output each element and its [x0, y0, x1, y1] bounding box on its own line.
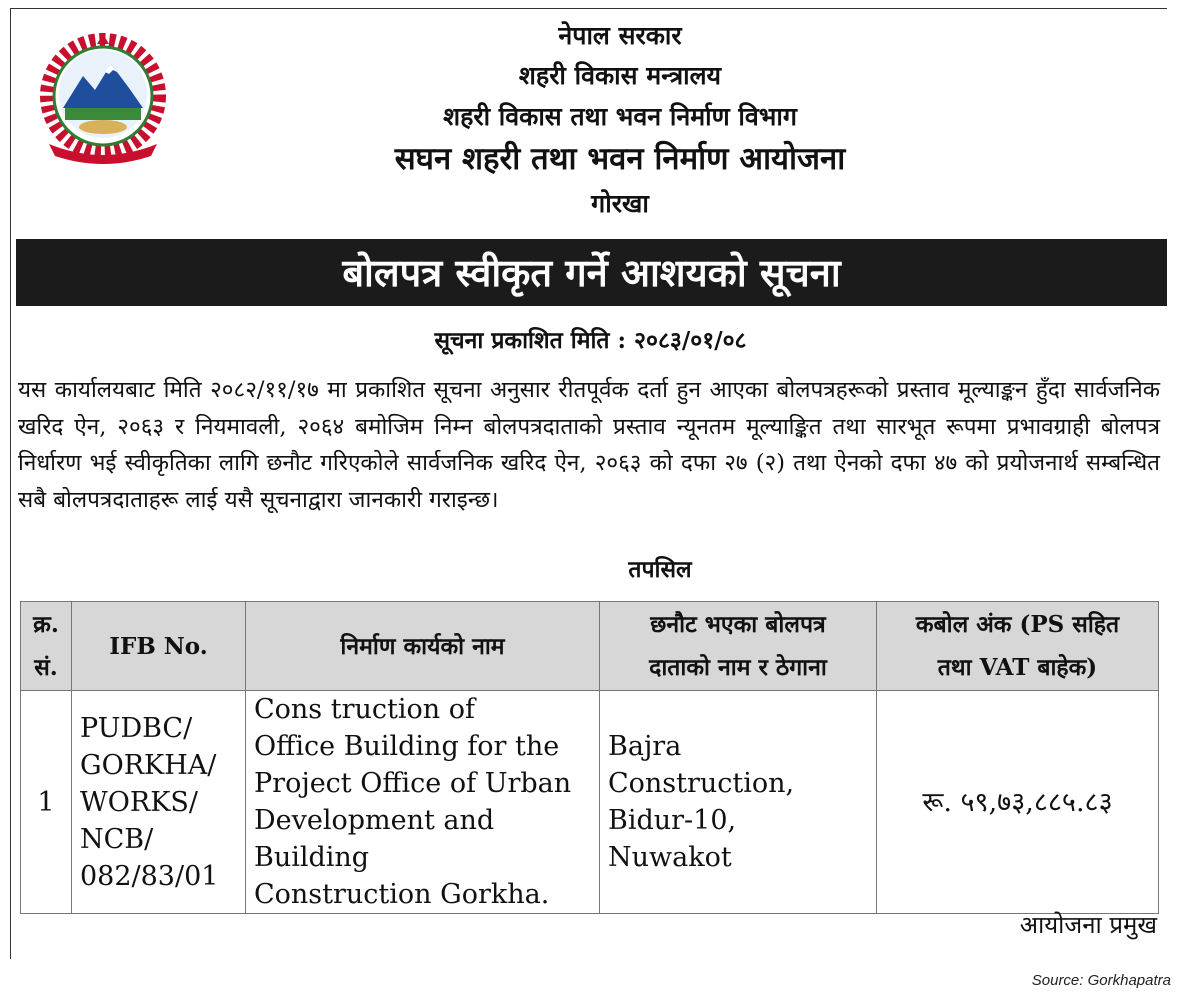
header-serial-number: क्र. सं.	[21, 602, 72, 691]
cell-serial-number: 1	[21, 691, 72, 914]
notice-body-paragraph: यस कार्यालयबाट मिति २०८२/११/१७ मा प्रकाशित सूचना अनुसार रीतपूर्वक दर्ता हुन आएका बोलपत्रहरूको प्रस्ताव मूल्याङ्कन हुँदा सार्वजनिक खरिद ऐन, २०६३ र नियमावली, २०६४ बमोजिम निम्न बोलपत्रदाताको प्रस्ताव न्यूनतम मूल्याङ्कित तथा सारभूत रूपमा प्रभावग्राही बोलपत्र निर्धारण भई स्वीकृतिका लागि छनौट गरिएकोले सार्वजनिक खरिद ऐन, २०६३ को दफा २७ (२) तथा ऐनको दफा ४७ को प्रयोजनार्थ सम्बन्धित सबै बोलपत्रदाताहरू लाई यसै सूचनाद्वारा जानकारी गराइन्छ।	[18, 377, 1160, 513]
project-name: सघन शहरी तथा भवन निर्माण आयोजना	[394, 141, 846, 177]
notice-title-banner: बोलपत्र स्वीकृत गर्ने आशयको सूचना	[16, 239, 1167, 306]
government-name: नेपाल सरकार	[558, 21, 682, 50]
table-row	[21, 691, 1159, 914]
award-table	[20, 601, 1159, 914]
source-credit: Source: Gorkhapatra	[1031, 972, 1171, 989]
nepal-government-emblem-icon	[33, 30, 173, 165]
ministry-name: शहरी विकास मन्त्रालय	[518, 61, 722, 90]
location-name: गोरखा	[591, 189, 649, 218]
header-bid-amount: कबोल अंक (PS सहित तथा VAT बाहेक)	[877, 602, 1159, 691]
table-header-row	[21, 602, 1159, 691]
publication-date: सूचना प्रकाशित मिति : २०८३/०१/०८	[434, 327, 747, 354]
cell-bid-amount: रू. ५९,७३,८८५.८३	[877, 691, 1159, 914]
cell-bidder-name-address: Bajra Construction, Bidur-10, Nuwakot	[600, 691, 877, 914]
signatory-title: आयोजना प्रमुख	[1019, 911, 1157, 939]
header-work-name: निर्माण कार्यको नाम	[246, 602, 600, 691]
cell-work-name: Cons truction of Office Building for the Project Office of Urban Development and Building Construction Gorkha.	[246, 691, 600, 914]
header-bidder-name-address: छनौट भएका बोलपत्र दाताको नाम र ठेगाना	[600, 602, 877, 691]
department-name: शहरी विकास तथा भवन निर्माण विभाग	[443, 102, 797, 131]
schedule-label: तपसिल	[628, 556, 692, 583]
cell-ifb-number: PUDBC/ GORKHA/ WORKS/ NCB/ 082/83/01	[72, 691, 246, 914]
header-ifb-number: IFB No.	[72, 602, 246, 691]
